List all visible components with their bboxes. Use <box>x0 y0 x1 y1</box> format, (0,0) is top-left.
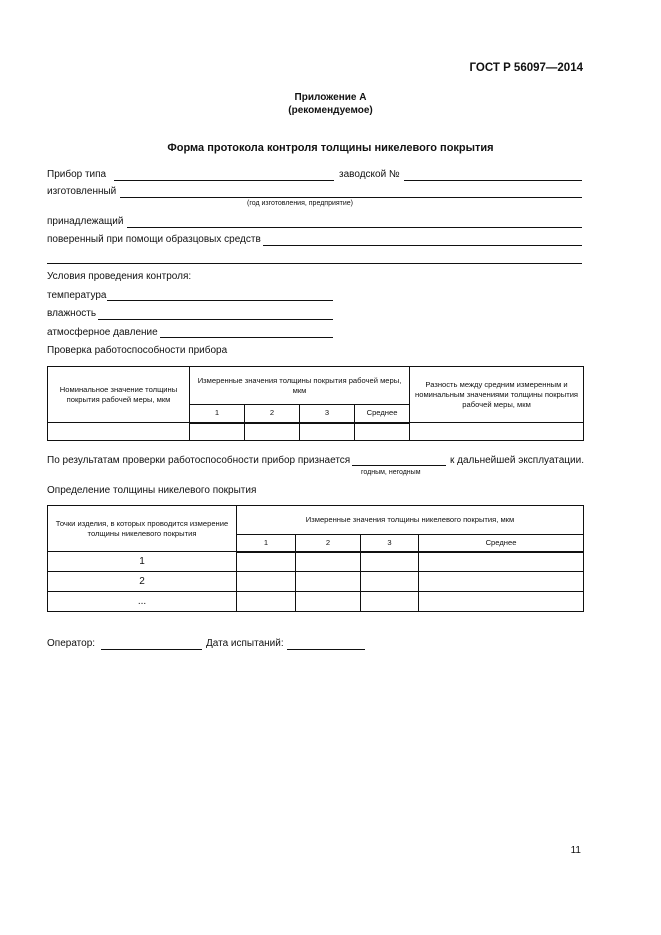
cell <box>237 592 296 612</box>
annex-title: Приложение А <box>294 92 367 103</box>
table-row <box>48 592 584 612</box>
manufactured-caption: (год изготовления, предприятие) <box>247 200 354 207</box>
cell <box>300 423 355 441</box>
owner-line <box>127 227 582 228</box>
col-measured-header: Измеренные значения толщины покрытия рабочей меры, мкм <box>190 367 410 405</box>
serial-number-line <box>404 180 582 181</box>
result-line <box>352 465 446 466</box>
cell <box>190 423 245 441</box>
result-text-after: к дальнейшей эксплуатации. <box>450 455 584 466</box>
device-type-label: Прибор типа <box>47 169 107 180</box>
serial-number-label: заводской № <box>339 169 400 180</box>
manufactured-line <box>120 197 582 198</box>
table-row <box>48 552 584 572</box>
sub-col-2: 2 <box>245 405 300 423</box>
thickness-table-header <box>48 506 584 535</box>
cell <box>296 572 361 592</box>
humidity-line <box>98 319 333 320</box>
row-label: 1 <box>48 552 237 572</box>
operator-line <box>101 649 202 650</box>
owner-label: принадлежащий <box>47 216 124 227</box>
sub-col-average: Среднее <box>419 535 584 552</box>
manufactured-label: изготовленный <box>47 186 117 197</box>
humidity-label: влажность <box>47 308 97 319</box>
temperature-label: температура <box>47 290 107 301</box>
cell <box>355 423 410 441</box>
cell <box>410 423 584 441</box>
col-difference-header: Разность между средним измеренным и номинальным значениями толщины покрытия рабочей меры, мкм <box>410 367 584 423</box>
page-number: 11 <box>570 845 581 856</box>
row-label: 2 <box>48 572 237 592</box>
sub-col-2: 2 <box>296 535 361 552</box>
cell <box>419 592 584 612</box>
result-caption: годным, негодным <box>361 469 421 476</box>
check-section-title: Проверка работоспособности прибора <box>47 345 228 356</box>
pressure-line <box>160 337 333 338</box>
standard-code: ГОСТ Р 56097—2014 <box>469 62 583 74</box>
sub-col-3: 3 <box>361 535 419 552</box>
verified-line <box>263 245 582 246</box>
cell <box>361 552 419 572</box>
cell <box>419 572 584 592</box>
col-points-header: Точки изделия, в которых проводится измерение толщины никелевого покрытия <box>48 506 237 552</box>
temperature-line <box>107 300 333 301</box>
sub-col-average: Среднее <box>355 405 410 423</box>
cell <box>48 423 190 441</box>
cell <box>237 552 296 572</box>
test-date-label: Дата испытаний: <box>206 638 284 649</box>
row-label: ... <box>48 592 237 612</box>
cell <box>361 592 419 612</box>
cell <box>237 572 296 592</box>
test-date-line <box>287 649 365 650</box>
operator-label: Оператор: <box>47 638 96 649</box>
form-title: Форма протокола контроля толщины никелевого покрытия <box>167 142 494 154</box>
col-measured-header: Измеренные значения толщины никелевого покрытия, мкм <box>237 506 584 535</box>
cell <box>245 423 300 441</box>
check-table-row <box>48 423 584 441</box>
check-table <box>47 366 584 441</box>
verified-line-2 <box>47 263 582 264</box>
thickness-table <box>47 505 584 612</box>
col-nominal-header: Номинальное значение толщины покрытия рабочей меры, мкм <box>48 367 190 423</box>
thickness-section-title: Определение толщины никелевого покрытия <box>47 485 257 496</box>
check-table-header <box>48 367 584 405</box>
pressure-label: атмосферное давление <box>47 327 158 338</box>
sub-col-1: 1 <box>237 535 296 552</box>
cell <box>296 552 361 572</box>
conditions-title: Условия проведения контроля: <box>47 271 192 282</box>
annex-heading <box>0 91 661 117</box>
verified-label: поверенный при помощи образцовых средств <box>47 234 261 245</box>
cell <box>361 572 419 592</box>
table-row <box>48 572 584 592</box>
cell <box>296 592 361 612</box>
sub-col-1: 1 <box>190 405 245 423</box>
annex-status: (рекомендуемое) <box>288 105 373 116</box>
device-type-line <box>114 180 334 181</box>
cell <box>419 552 584 572</box>
sub-col-3: 3 <box>300 405 355 423</box>
result-text-before: По результатам проверки работоспособности прибор признается <box>47 455 351 466</box>
